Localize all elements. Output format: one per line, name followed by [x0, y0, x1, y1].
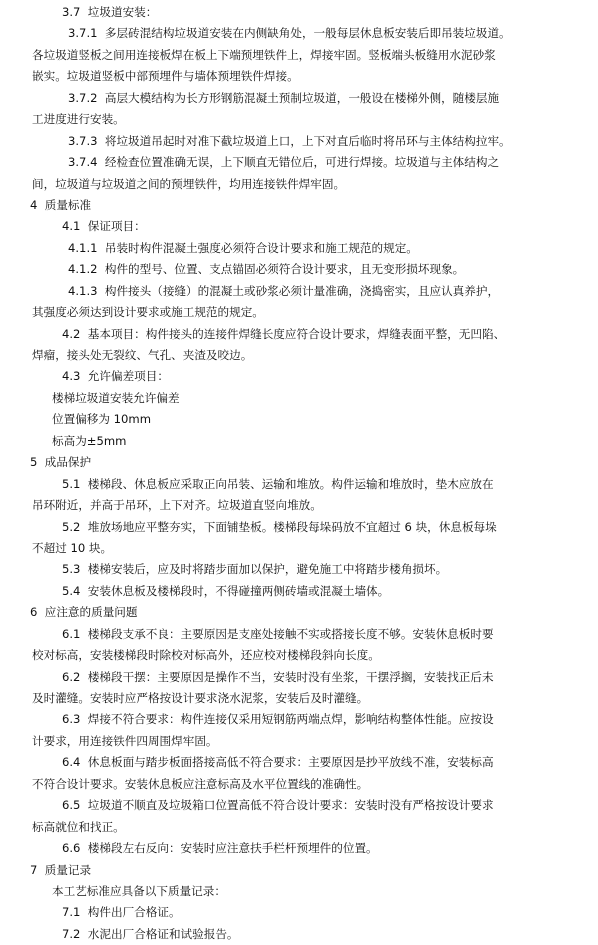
paragraph-line: 及时灌缝。安装时应严格按设计要求浇水泥浆，安装后及时灌缝。	[32, 691, 369, 705]
paragraph-line: 6.6 楼梯段左右反向：安装时应注意扶手栏杆预埋件的位置。	[62, 841, 378, 856]
paragraph-line: 7.1 构件出厂合格证。	[62, 905, 181, 920]
paragraph-line: 5.3 楼梯安装后，应及时将踏步面加以保护，避免施工中将踏步楼角损坏。	[62, 562, 448, 577]
paragraph-line: 7.2 水泥出厂合格证和试验报告。	[62, 926, 239, 941]
paragraph-line: 工进度进行安装。	[32, 112, 125, 127]
paragraph-line: 嵌实。垃圾道竖板中部预埋件与墙体预埋铁件焊接。	[32, 69, 299, 84]
paragraph-line: 6.3 焊接不符合要求：构件连接仅采用短钢筋两端点焊，影响结构整体性能。应按设	[62, 712, 494, 727]
paragraph-line: 其强度必须达到设计要求或施工规范的规定。	[32, 305, 264, 320]
chapter-heading: 6 应注意的质量问题	[30, 605, 138, 620]
paragraph-line: 6.2 楼梯段干摆：主要原因是操作不当，安装时没有坐浆，干摆浮搁，安装找正后未	[62, 669, 494, 684]
paragraph-line: 5.4 安装休息板及楼梯段时，不得碰撞两侧砖墙或混凝土墙体。	[62, 583, 390, 598]
paragraph-line: 4.1.3 构件接头（接缝）的混凝土或砂浆必须计量准确，浇捣密实，且应认真养护，	[68, 283, 500, 298]
paragraph-line: 5.1 楼梯段、休息板应采取正向吊装、运输和堆放。构件运输和堆放时，垫木应放在	[62, 476, 494, 491]
paragraph-line: 3.7.3 将垃圾道吊起时对准下截垃圾道上口，上下对直后临时将吊环与主体结构拉牢。	[68, 133, 511, 148]
chapter-heading: 5 成品保护	[30, 455, 92, 470]
section-heading: 4.1 保证项目：	[62, 219, 146, 234]
paragraph-line: 不超过 10 块。	[32, 540, 113, 555]
paragraph-line: 标高为±5mm	[52, 433, 127, 448]
paragraph-line: 校对标高，安装楼梯段时除校对标高外，还应校对楼梯段斜向长度。	[32, 648, 380, 663]
paragraph-line: 6.4 休息板面与踏步板面搭接高低不符合要求：主要原因是抄平放线不准，安装标高	[62, 755, 494, 770]
paragraph-line: 计要求，用连接铁件四周围焊牢固。	[32, 733, 218, 748]
chapter-heading: 4 质量标准	[30, 197, 92, 212]
paragraph-line: 6.1 楼梯段支承不良：主要原因是支座处接触不实或搭接长度不够。安装休息板时要	[62, 626, 494, 641]
paragraph-line: 4.2 基本项目：构件接头的连接件焊缝长度应符合设计要求，焊缝表面平整，无凹陷、	[62, 326, 506, 341]
paragraph-line: 4.1.1 吊装时构件混凝土强度必须符合设计要求和施工规范的规定。	[68, 240, 418, 255]
paragraph-line: 吊环附近，并高于吊环，上下对齐。垃圾道直竖向堆放。	[32, 498, 322, 513]
paragraph-line: 3.7.2 高层大模结构为长方形钢筋混凝土预制垃圾道，一般设在楼梯外侧，随楼层施	[68, 90, 500, 105]
chapter-heading: 7 质量记录	[30, 862, 92, 877]
section-heading: 3.7 垃圾道安装：	[62, 5, 158, 19]
paragraph-line: 3.7.1 多层砖混结构垃圾道安装在内侧缺角处，一般每层休息板安装后即吊装垃圾道。	[68, 26, 511, 41]
paragraph-line: 6.5 垃圾道不顺直及垃圾箱口位置高低不符合设计要求：安装时没有严格按设计要求	[62, 798, 494, 813]
paragraph-line: 位置偏移为 10mm	[52, 412, 151, 427]
paragraph-line: 3.7.4 经检查位置准确无误，上下顺直无错位后，可进行焊接。垃圾道与主体结构之	[68, 155, 500, 170]
paragraph-line: 楼梯垃圾道安装允许偏差	[52, 390, 180, 405]
paragraph-line: 本工艺标准应具备以下质量记录：	[52, 883, 226, 898]
paragraph-line: 4.1.2 构件的型号、位置、支点锚固必须符合设计要求，且无变形损坏现象。	[68, 262, 465, 277]
paragraph-line: 间，垃圾道与垃圾道之间的预埋铁件，均用连接铁件焊牢固。	[32, 176, 346, 191]
paragraph-line: 焊瘤，接头处无裂纹、气孔、夹渣及咬边。	[32, 348, 253, 362]
section-heading: 4.3 允许偏差项目：	[62, 369, 169, 384]
paragraph-line: 5.2 堆放场地应平整夯实，下面铺垫板。楼梯段每垛码放不宜超过 6 块，休息板每垛	[62, 519, 497, 534]
paragraph-line: 标高就位和找正。	[32, 819, 125, 834]
paragraph-line: 各垃圾道竖板之间用连接板焊在板上下端预埋铁件上，焊接牢固。竖板端头板缝用水泥砂浆	[32, 47, 496, 62]
paragraph-line: 不符合设计要求。安装休息板应注意标高及水平位置线的准确性。	[32, 776, 369, 791]
